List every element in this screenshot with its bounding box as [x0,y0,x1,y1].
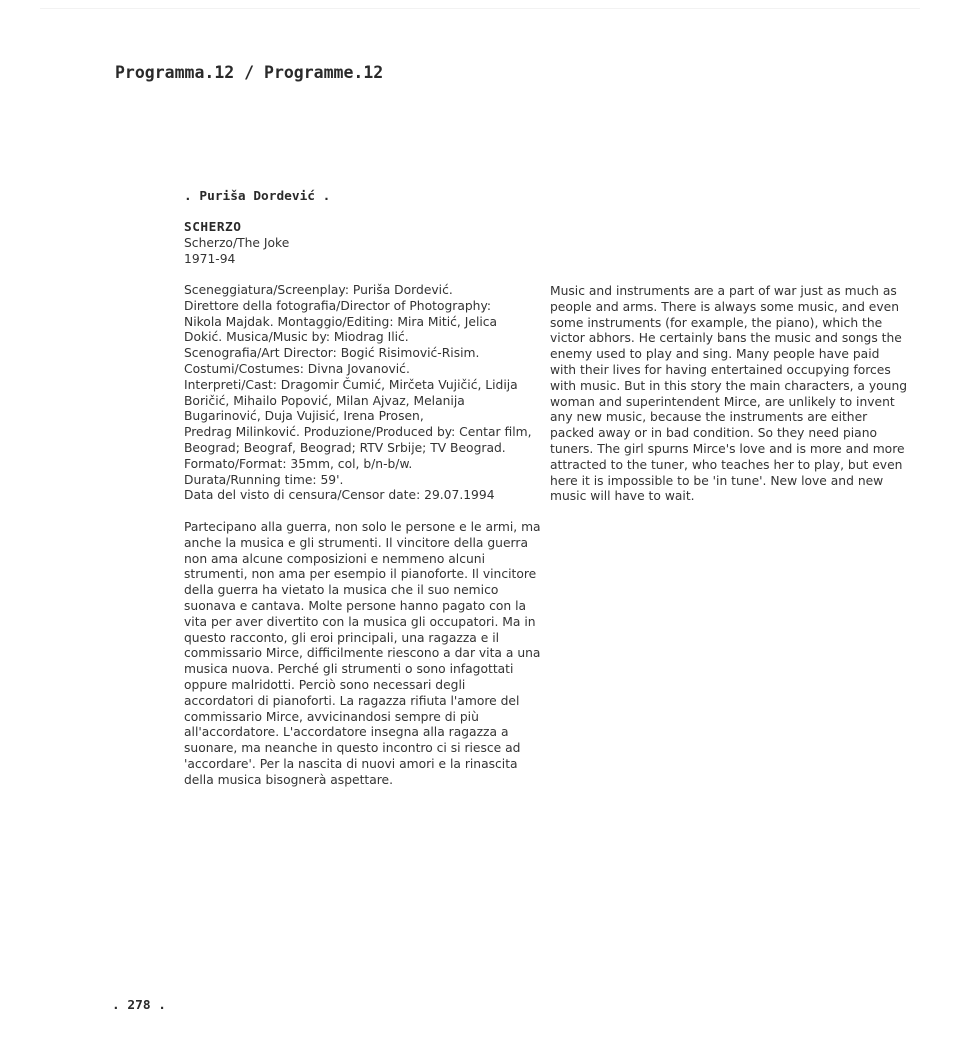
synopsis-it-line: suonava e cantava. Molte persone hanno pagato con la [184,598,527,613]
synopsis-english [550,284,908,505]
synopsis-it-line: non ama alcune composizioni e nemmeno alcuni [184,551,485,566]
synopsis-en-line: attracted to the tuner, who teaches her to play, but even [550,457,903,472]
synopsis-en-line: enemy used to play and sing. Many people have paid [550,347,880,362]
synopsis-it-line: questo racconto, gli eroi principali, una ragazza e il [184,630,500,645]
synopsis-it-line: all'accordatore. L'accordatore insegna alla ragazza a [184,725,509,740]
credit-line: Nikola Majdak. Montaggio/Editing: Mira Mitić, Jelica [184,314,498,329]
credit-line: Interpreti/Cast: Dragomir Čumić, Mirčeta Vujičić, Lidija [184,377,518,392]
synopsis-en-line: music will have to wait. [550,489,695,504]
top-edge-rule [40,8,920,9]
synopsis-italian [184,520,541,789]
credit-line: Durata/Running time: 59'. [184,472,344,487]
synopsis-en-line: any new music, because the instruments are either [550,410,868,425]
synopsis-en-line: victor abhors. He certainly bans the music and songs the [550,331,902,346]
programme-heading: Programma.12 / Programme.12 [115,63,384,82]
credit-line: Formato/Format: 35mm, col, b/n-b/w. [184,456,413,471]
film-title: SCHERZO [184,220,242,235]
credits-block [184,283,534,504]
synopsis-it-line: commissario Mirce, difficilmente riescono a dar vita a una [184,646,541,661]
credit-line: Sceneggiatura/Screenplay: Puriša Dordević. [184,283,453,297]
synopsis-it-line: musica nuova. Perché gli strumenti o sono infagottati [184,662,514,677]
credit-line: Scenografia/Art Director: Bogić Risimović-Risim. [184,346,480,361]
film-subtitle: Scherzo/The Joke [184,236,290,250]
synopsis-it-line: della guerra ha vietato la musica che il suo nemico [184,583,499,598]
synopsis-it-line: Partecipano alla guerra, non solo le persone e le armi, ma [184,520,541,534]
synopsis-it-line: accordatori di pianoforti. La ragazza rifiuta l'amore del [184,693,520,708]
film-years: 1971-94 [184,252,236,266]
credit-line: Boričić, Mihailo Popović, Milan Ajvaz, Melanija [184,393,465,408]
credit-line: Data del visto di censura/Censor date: 29.07.1994 [184,488,495,503]
credit-line: Dokić. Musica/Music by: Miodrag Ilić. [184,330,409,345]
director-name: . Puriša Dordević . [184,189,331,204]
synopsis-en-line: with music. But in this story the main characters, a young [550,378,908,393]
synopsis-it-line: oppure malridotti. Perciò sono necessari degli [184,677,466,692]
credit-line: Costumi/Costumes: Divna Jovanović. [184,361,410,376]
synopsis-it-line: 'accordare'. Per la nascita di nuovi amori e la rinascita [184,756,518,771]
synopsis-en-line: some instruments (for example, the piano), which the [550,315,883,330]
synopsis-it-line: commissario Mirce, avvicinandosi sempre di più [184,709,479,724]
synopsis-it-line: suonare, ma neanche in questo incontro ci si riesce ad [184,741,521,756]
synopsis-en-line: Music and instruments are a part of war just as much as [550,284,897,298]
synopsis-en-line: with their lives for having entertained occupying forces [550,362,891,377]
synopsis-it-line: vita per aver divertito con la musica gli occupatori. Ma in [184,614,536,629]
synopsis-en-line: tuners. The girl spurns Mirce's love and is more and more [550,441,905,456]
synopsis-en-line: woman and superintendent Mirce, are unlikely to invent [550,394,895,409]
page-number: . 278 . [112,998,166,1013]
synopsis-it-line: anche la musica e gli strumenti. Il vincitore della guerra [184,535,528,550]
synopsis-en-line: packed away or in bad condition. So they need piano [550,426,878,441]
synopsis-it-line: della musica bisognerà aspettare. [184,772,394,787]
credit-line: Direttore della fotografia/Director of Photography: [184,298,491,313]
synopsis-it-line: strumenti, non ama per esempio il pianoforte. Il vincitore [184,567,537,582]
credit-line: Predrag Milinković. Produzione/Produced by: Centar film, [184,425,532,440]
credit-line: Bugarinović, Duja Vujisić, Irena Prosen, [184,409,424,424]
credit-line: Beograd; Beograf, Beograd; RTV Srbije; TV Beograd. [184,440,506,455]
synopsis-en-line: people and arms. There is always some music, and even [550,299,900,314]
synopsis-en-line: here it is impossible to be 'in tune'. New love and new [550,473,884,488]
